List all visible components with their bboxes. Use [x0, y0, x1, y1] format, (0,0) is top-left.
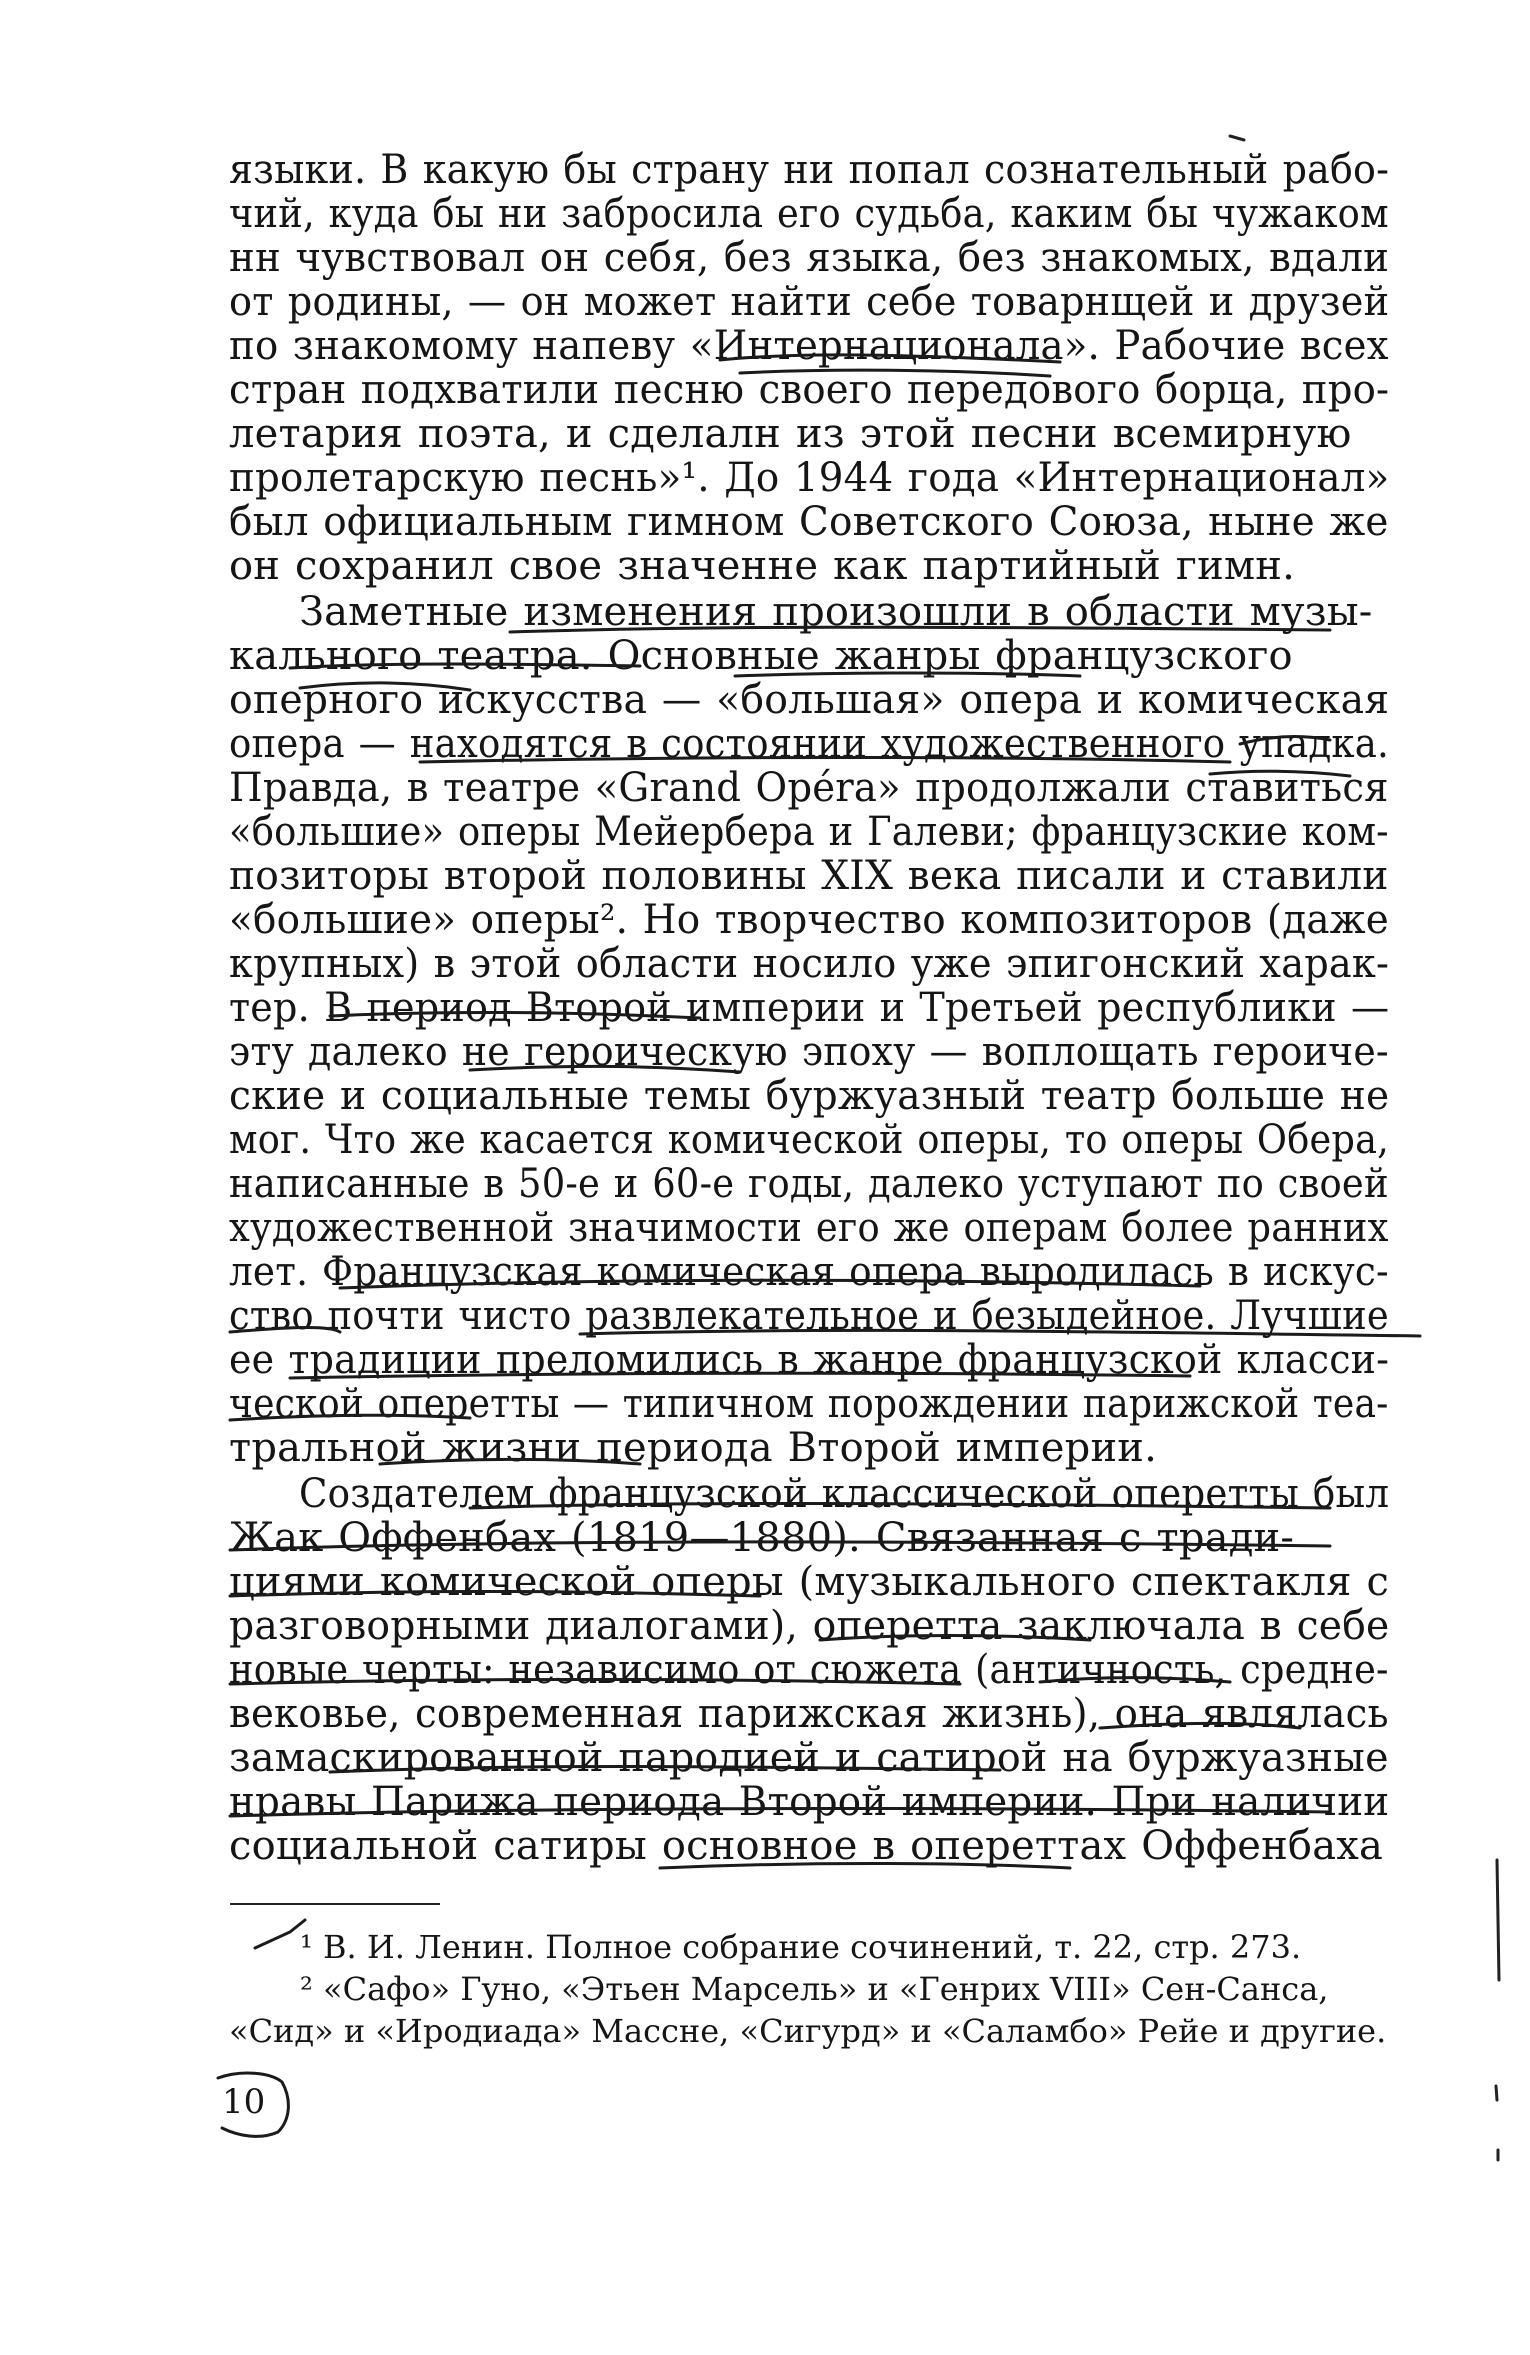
footnote-2-continued: «Сид» и «Иродиада» Массне, «Сигурд» и «Саламбо» Рейе и другие.: [229, 2012, 1387, 2050]
text-line: позиторы второй половины XIX века писали и ставили: [229, 853, 1389, 899]
text-line: написанные в 50-е и 60-е годы, далеко уступают по своей: [229, 1161, 1389, 1207]
footnote-1: ¹ В. И. Ленин. Полное собрание сочинений, т. 22, стр. 273.: [300, 1928, 1302, 1966]
text-line: тер. В период Второй империи и Третьей республики —: [229, 985, 1390, 1031]
text-line: кального театра. Основные жанры французского: [229, 633, 1293, 679]
text-line: крупных) в этой области носило уже эпигонский харак-: [229, 941, 1390, 987]
text-line: ские и социальные темы буржуазный театр больше не: [229, 1073, 1390, 1119]
text-line: художественной значимости его же операм более ранних: [229, 1205, 1389, 1251]
text-line: чий, куда бы ни забросила его судьба, каким бы чужаком: [229, 191, 1389, 237]
text-line: «большие» оперы Мейербера и Галеви; французские ком-: [229, 809, 1389, 855]
text-line: по знакомому напеву «Интернационала». Рабочие всех: [229, 323, 1389, 369]
text-line: циями комической оперы (музыкального спектакля с: [229, 1559, 1390, 1605]
text-line: ство почти чисто развлекательное и безыдейное. Лучшие: [229, 1293, 1389, 1339]
text-line: пролетарскую песнь»¹. До 1944 года «Интернационал»: [229, 455, 1390, 501]
text-line: тральной жизни периода Второй империи.: [229, 1425, 1158, 1471]
text-line: стран подхватили песню своего передового борца, про-: [229, 367, 1390, 413]
text-line: языки. В какую бы страну ни попал сознательный рабо-: [229, 147, 1390, 193]
text-line: Заметные изменения произошли в области музы-: [299, 589, 1373, 635]
text-line: оперного искусства — «большая» опера и комическая: [229, 677, 1390, 723]
text-line: разговорными диалогами), оперетта заключала в себе: [229, 1603, 1390, 1649]
text-line: нн чувствовал он себя, без языка, без знакомых, вдали: [229, 235, 1390, 281]
text-line: Создателем французской классической оперетты был: [299, 1471, 1390, 1517]
text-line: мог. Что же касается комической оперы, то оперы Обера,: [229, 1117, 1389, 1163]
text-line: Жак Оффенбах (1819—1880). Связанная с тради-: [229, 1515, 1295, 1561]
text-line: социальной сатиры основное в опереттах Оффенбаха: [229, 1823, 1384, 1869]
text-line: новые черты: независимо от сюжета (античность, средне-: [229, 1647, 1389, 1693]
margin-check-mark: [255, 1920, 305, 1948]
text-line: опера — находятся в состоянии художественного упадка.: [229, 721, 1390, 767]
page-number: 10: [222, 2082, 266, 2122]
text-line: ческой оперетты — типичном порождении парижской теа-: [229, 1381, 1389, 1427]
text-line: летария поэта, и сделалн из этой песни всемирную: [229, 411, 1352, 457]
text-line: вековье, современная парижская жизнь), она являлась: [229, 1691, 1389, 1737]
text-line: ее традиции преломились в жанре французской класси-: [229, 1337, 1390, 1383]
text-line: «большие» оперы². Но творчество композиторов (даже: [229, 897, 1389, 943]
text-line: был официальным гимном Советского Союза, ныне же: [229, 499, 1389, 545]
text-line: Правда, в театре «Grand Opéra» продолжали ставиться: [229, 765, 1389, 811]
text-line: лет. Французская комическая опера выродилась в искус-: [229, 1249, 1389, 1295]
text-line: нравы Парижа периода Второй империи. При наличии: [229, 1779, 1390, 1825]
text-line: замаскированной пародией и сатирой на буржуазные: [229, 1735, 1389, 1781]
text-line: от родины, — он может найти себе товарнщей и друзей: [229, 279, 1390, 325]
text-line: эту далеко не героическую эпоху — воплощать героиче-: [229, 1029, 1389, 1075]
footnote-2: ² «Сафо» Гуно, «Этьен Марсель» и «Генрих VIII» Сен-Санса,: [300, 1970, 1329, 2008]
text-line: он сохранил свое значенне как партийный гимн.: [229, 543, 1296, 589]
footnote-divider: [230, 1903, 440, 1905]
